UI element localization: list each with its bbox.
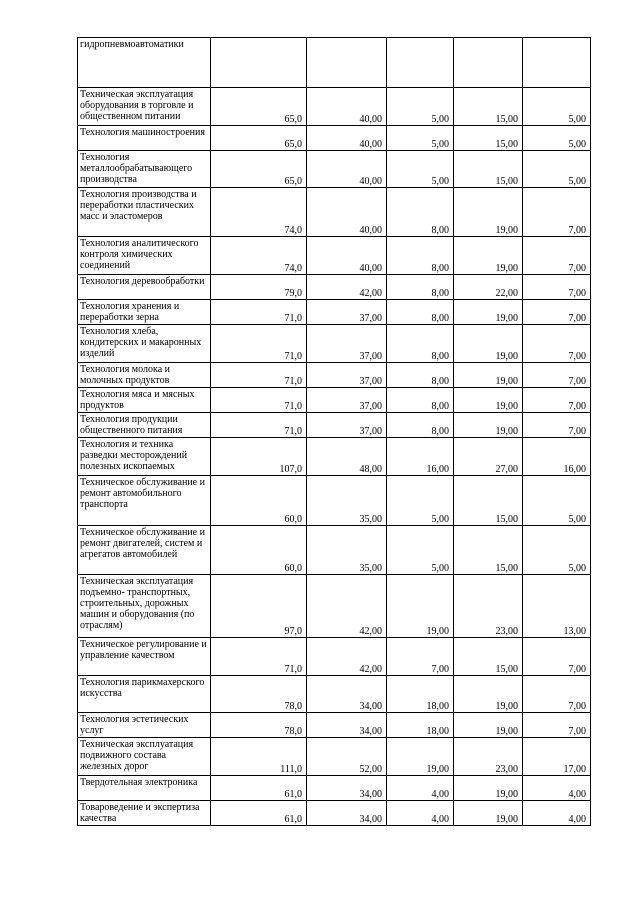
value-cell-3: 8,00 [387, 325, 454, 363]
table-row [78, 575, 591, 638]
value-cell-1: 60,0 [211, 476, 307, 526]
value-cell-1: 71,0 [211, 413, 307, 438]
value-cell-1: 71,0 [211, 638, 307, 676]
value-cell-4: 22,00 [454, 275, 523, 300]
specialty-name-cell: Технология и техника разведки месторождений полезных ископаемых [78, 438, 211, 476]
table-row [78, 738, 591, 776]
value-cell-4: 19,00 [454, 237, 523, 275]
value-cell-1: 61,0 [211, 776, 307, 801]
specialty-name-cell: Технология молока и молочных продуктов [78, 363, 211, 388]
value-cell-1: 60,0 [211, 526, 307, 575]
specialty-name-cell: Технология продукции общественного питания [78, 413, 211, 438]
data-table [77, 37, 591, 826]
value-cell-1: 107,0 [211, 438, 307, 476]
value-cell-4: 15,00 [454, 638, 523, 676]
value-cell-3: 19,00 [387, 738, 454, 776]
value-cell-1: 71,0 [211, 388, 307, 413]
value-cell-5: 7,00 [523, 713, 591, 738]
table-body [78, 38, 591, 826]
value-cell-2: 40,00 [307, 88, 387, 126]
value-cell-5: 5,00 [523, 476, 591, 526]
value-cell-2: 40,00 [307, 188, 387, 237]
value-cell-5: 7,00 [523, 363, 591, 388]
value-cell-2: 37,00 [307, 388, 387, 413]
table-row [78, 363, 591, 388]
value-cell-4: 23,00 [454, 738, 523, 776]
value-cell-3: 8,00 [387, 275, 454, 300]
value-cell-1: 78,0 [211, 676, 307, 713]
value-cell-4: 19,00 [454, 363, 523, 388]
value-cell-3: 8,00 [387, 237, 454, 275]
specialty-name-cell: Технология производства и переработки пластических масс и эластомеров [78, 188, 211, 237]
value-cell-1: 79,0 [211, 275, 307, 300]
table-row [78, 126, 591, 151]
value-cell-5: 7,00 [523, 638, 591, 676]
table-row [78, 713, 591, 738]
value-cell-5: 7,00 [523, 676, 591, 713]
value-cell-5: 7,00 [523, 413, 591, 438]
value-cell-2: 35,00 [307, 476, 387, 526]
value-cell-1: 71,0 [211, 325, 307, 363]
value-cell-4: 19,00 [454, 776, 523, 801]
value-cell-2: 34,00 [307, 801, 387, 826]
value-cell-4 [454, 38, 523, 88]
value-cell-3: 8,00 [387, 300, 454, 325]
value-cell-2: 37,00 [307, 300, 387, 325]
specialty-name-cell: Техническая эксплуатация подъемно- транспортных, строительных, дорожных машин и оборудования (по отраслям) [78, 575, 211, 638]
value-cell-2: 42,00 [307, 575, 387, 638]
value-cell-3: 8,00 [387, 363, 454, 388]
value-cell-4: 15,00 [454, 126, 523, 151]
value-cell-4: 19,00 [454, 300, 523, 325]
specialty-name-cell: Технология хлеба, кондитерских и макаронных изделий [78, 325, 211, 363]
value-cell-4: 15,00 [454, 88, 523, 126]
value-cell-2: 52,00 [307, 738, 387, 776]
table-row [78, 325, 591, 363]
value-cell-3: 7,00 [387, 638, 454, 676]
table-row [78, 638, 591, 676]
table-row [78, 188, 591, 237]
value-cell-3: 8,00 [387, 188, 454, 237]
value-cell-1 [211, 38, 307, 88]
value-cell-3 [387, 38, 454, 88]
value-cell-3: 5,00 [387, 476, 454, 526]
value-cell-4: 19,00 [454, 325, 523, 363]
specialty-name-cell: Технология машиностроения [78, 126, 211, 151]
table-row [78, 476, 591, 526]
value-cell-1: 78,0 [211, 713, 307, 738]
specialty-name-cell: Техническое регулирование и управление качеством [78, 638, 211, 676]
value-cell-4: 19,00 [454, 713, 523, 738]
value-cell-2: 35,00 [307, 526, 387, 575]
value-cell-3: 4,00 [387, 801, 454, 826]
value-cell-5: 7,00 [523, 325, 591, 363]
table-row [78, 801, 591, 826]
value-cell-4: 15,00 [454, 476, 523, 526]
value-cell-4: 19,00 [454, 413, 523, 438]
value-cell-4: 19,00 [454, 801, 523, 826]
value-cell-2: 42,00 [307, 638, 387, 676]
value-cell-5: 7,00 [523, 275, 591, 300]
value-cell-1: 74,0 [211, 188, 307, 237]
value-cell-5: 7,00 [523, 237, 591, 275]
value-cell-1: 111,0 [211, 738, 307, 776]
value-cell-2: 34,00 [307, 776, 387, 801]
value-cell-2: 37,00 [307, 363, 387, 388]
value-cell-3: 5,00 [387, 126, 454, 151]
value-cell-5: 4,00 [523, 776, 591, 801]
value-cell-1: 65,0 [211, 151, 307, 188]
specialty-name-cell: гидропневмоавтоматики [78, 38, 211, 88]
value-cell-4: 23,00 [454, 575, 523, 638]
value-cell-2: 37,00 [307, 325, 387, 363]
value-cell-5: 5,00 [523, 151, 591, 188]
value-cell-3: 4,00 [387, 776, 454, 801]
specialty-name-cell: Технология деревообработки [78, 275, 211, 300]
value-cell-3: 5,00 [387, 88, 454, 126]
table-row [78, 38, 591, 88]
value-cell-3: 18,00 [387, 713, 454, 738]
specialty-name-cell: Техническое обслуживание и ремонт автомобильного транспорта [78, 476, 211, 526]
table-row [78, 237, 591, 275]
value-cell-2: 37,00 [307, 413, 387, 438]
table-row [78, 413, 591, 438]
value-cell-2: 42,00 [307, 275, 387, 300]
value-cell-1: 97,0 [211, 575, 307, 638]
value-cell-5: 17,00 [523, 738, 591, 776]
value-cell-5: 7,00 [523, 300, 591, 325]
value-cell-3: 5,00 [387, 526, 454, 575]
table-row [78, 388, 591, 413]
value-cell-5: 5,00 [523, 126, 591, 151]
value-cell-5: 7,00 [523, 188, 591, 237]
specialty-name-cell: Техническая эксплуатация оборудования в торговле и общественном питании [78, 88, 211, 126]
value-cell-1: 71,0 [211, 300, 307, 325]
value-cell-3: 19,00 [387, 575, 454, 638]
value-cell-5: 7,00 [523, 388, 591, 413]
specialty-name-cell: Твердотельная электроника [78, 776, 211, 801]
value-cell-1: 65,0 [211, 88, 307, 126]
specialty-name-cell: Технология аналитического контроля химических соединений [78, 237, 211, 275]
value-cell-5: 5,00 [523, 526, 591, 575]
value-cell-5: 5,00 [523, 88, 591, 126]
value-cell-1: 74,0 [211, 237, 307, 275]
value-cell-3: 8,00 [387, 388, 454, 413]
specialty-name-cell: Технология парикмахерского искусства [78, 676, 211, 713]
specialty-name-cell: Техническое обслуживание и ремонт двигателей, систем и агрегатов автомобилей [78, 526, 211, 575]
value-cell-5: 16,00 [523, 438, 591, 476]
value-cell-4: 27,00 [454, 438, 523, 476]
value-cell-4: 19,00 [454, 388, 523, 413]
table-row [78, 88, 591, 126]
table-row [78, 438, 591, 476]
table-row [78, 526, 591, 575]
value-cell-2: 34,00 [307, 713, 387, 738]
table-row [78, 275, 591, 300]
table-row [78, 676, 591, 713]
value-cell-2 [307, 38, 387, 88]
table-row [78, 151, 591, 188]
value-cell-4: 19,00 [454, 188, 523, 237]
value-cell-1: 61,0 [211, 801, 307, 826]
specialty-name-cell: Товароведение и экспертиза качества [78, 801, 211, 826]
value-cell-3: 18,00 [387, 676, 454, 713]
specialty-name-cell: Технология хранения и переработки зерна [78, 300, 211, 325]
specialty-name-cell: Технология мяса и мясных продуктов [78, 388, 211, 413]
value-cell-3: 16,00 [387, 438, 454, 476]
value-cell-4: 15,00 [454, 151, 523, 188]
value-cell-2: 48,00 [307, 438, 387, 476]
value-cell-1: 65,0 [211, 126, 307, 151]
value-cell-5 [523, 38, 591, 88]
value-cell-2: 34,00 [307, 676, 387, 713]
value-cell-4: 15,00 [454, 526, 523, 575]
value-cell-3: 8,00 [387, 413, 454, 438]
table-row [78, 300, 591, 325]
value-cell-5: 4,00 [523, 801, 591, 826]
table-row [78, 776, 591, 801]
specialty-name-cell: Технология эстетических услуг [78, 713, 211, 738]
value-cell-2: 40,00 [307, 126, 387, 151]
specialty-name-cell: Технология металлообрабатывающего производства [78, 151, 211, 188]
specialty-name-cell: Техническая эксплуатация подвижного состава железных дорог [78, 738, 211, 776]
value-cell-2: 40,00 [307, 237, 387, 275]
value-cell-4: 19,00 [454, 676, 523, 713]
value-cell-3: 5,00 [387, 151, 454, 188]
value-cell-5: 13,00 [523, 575, 591, 638]
value-cell-1: 71,0 [211, 363, 307, 388]
value-cell-2: 40,00 [307, 151, 387, 188]
